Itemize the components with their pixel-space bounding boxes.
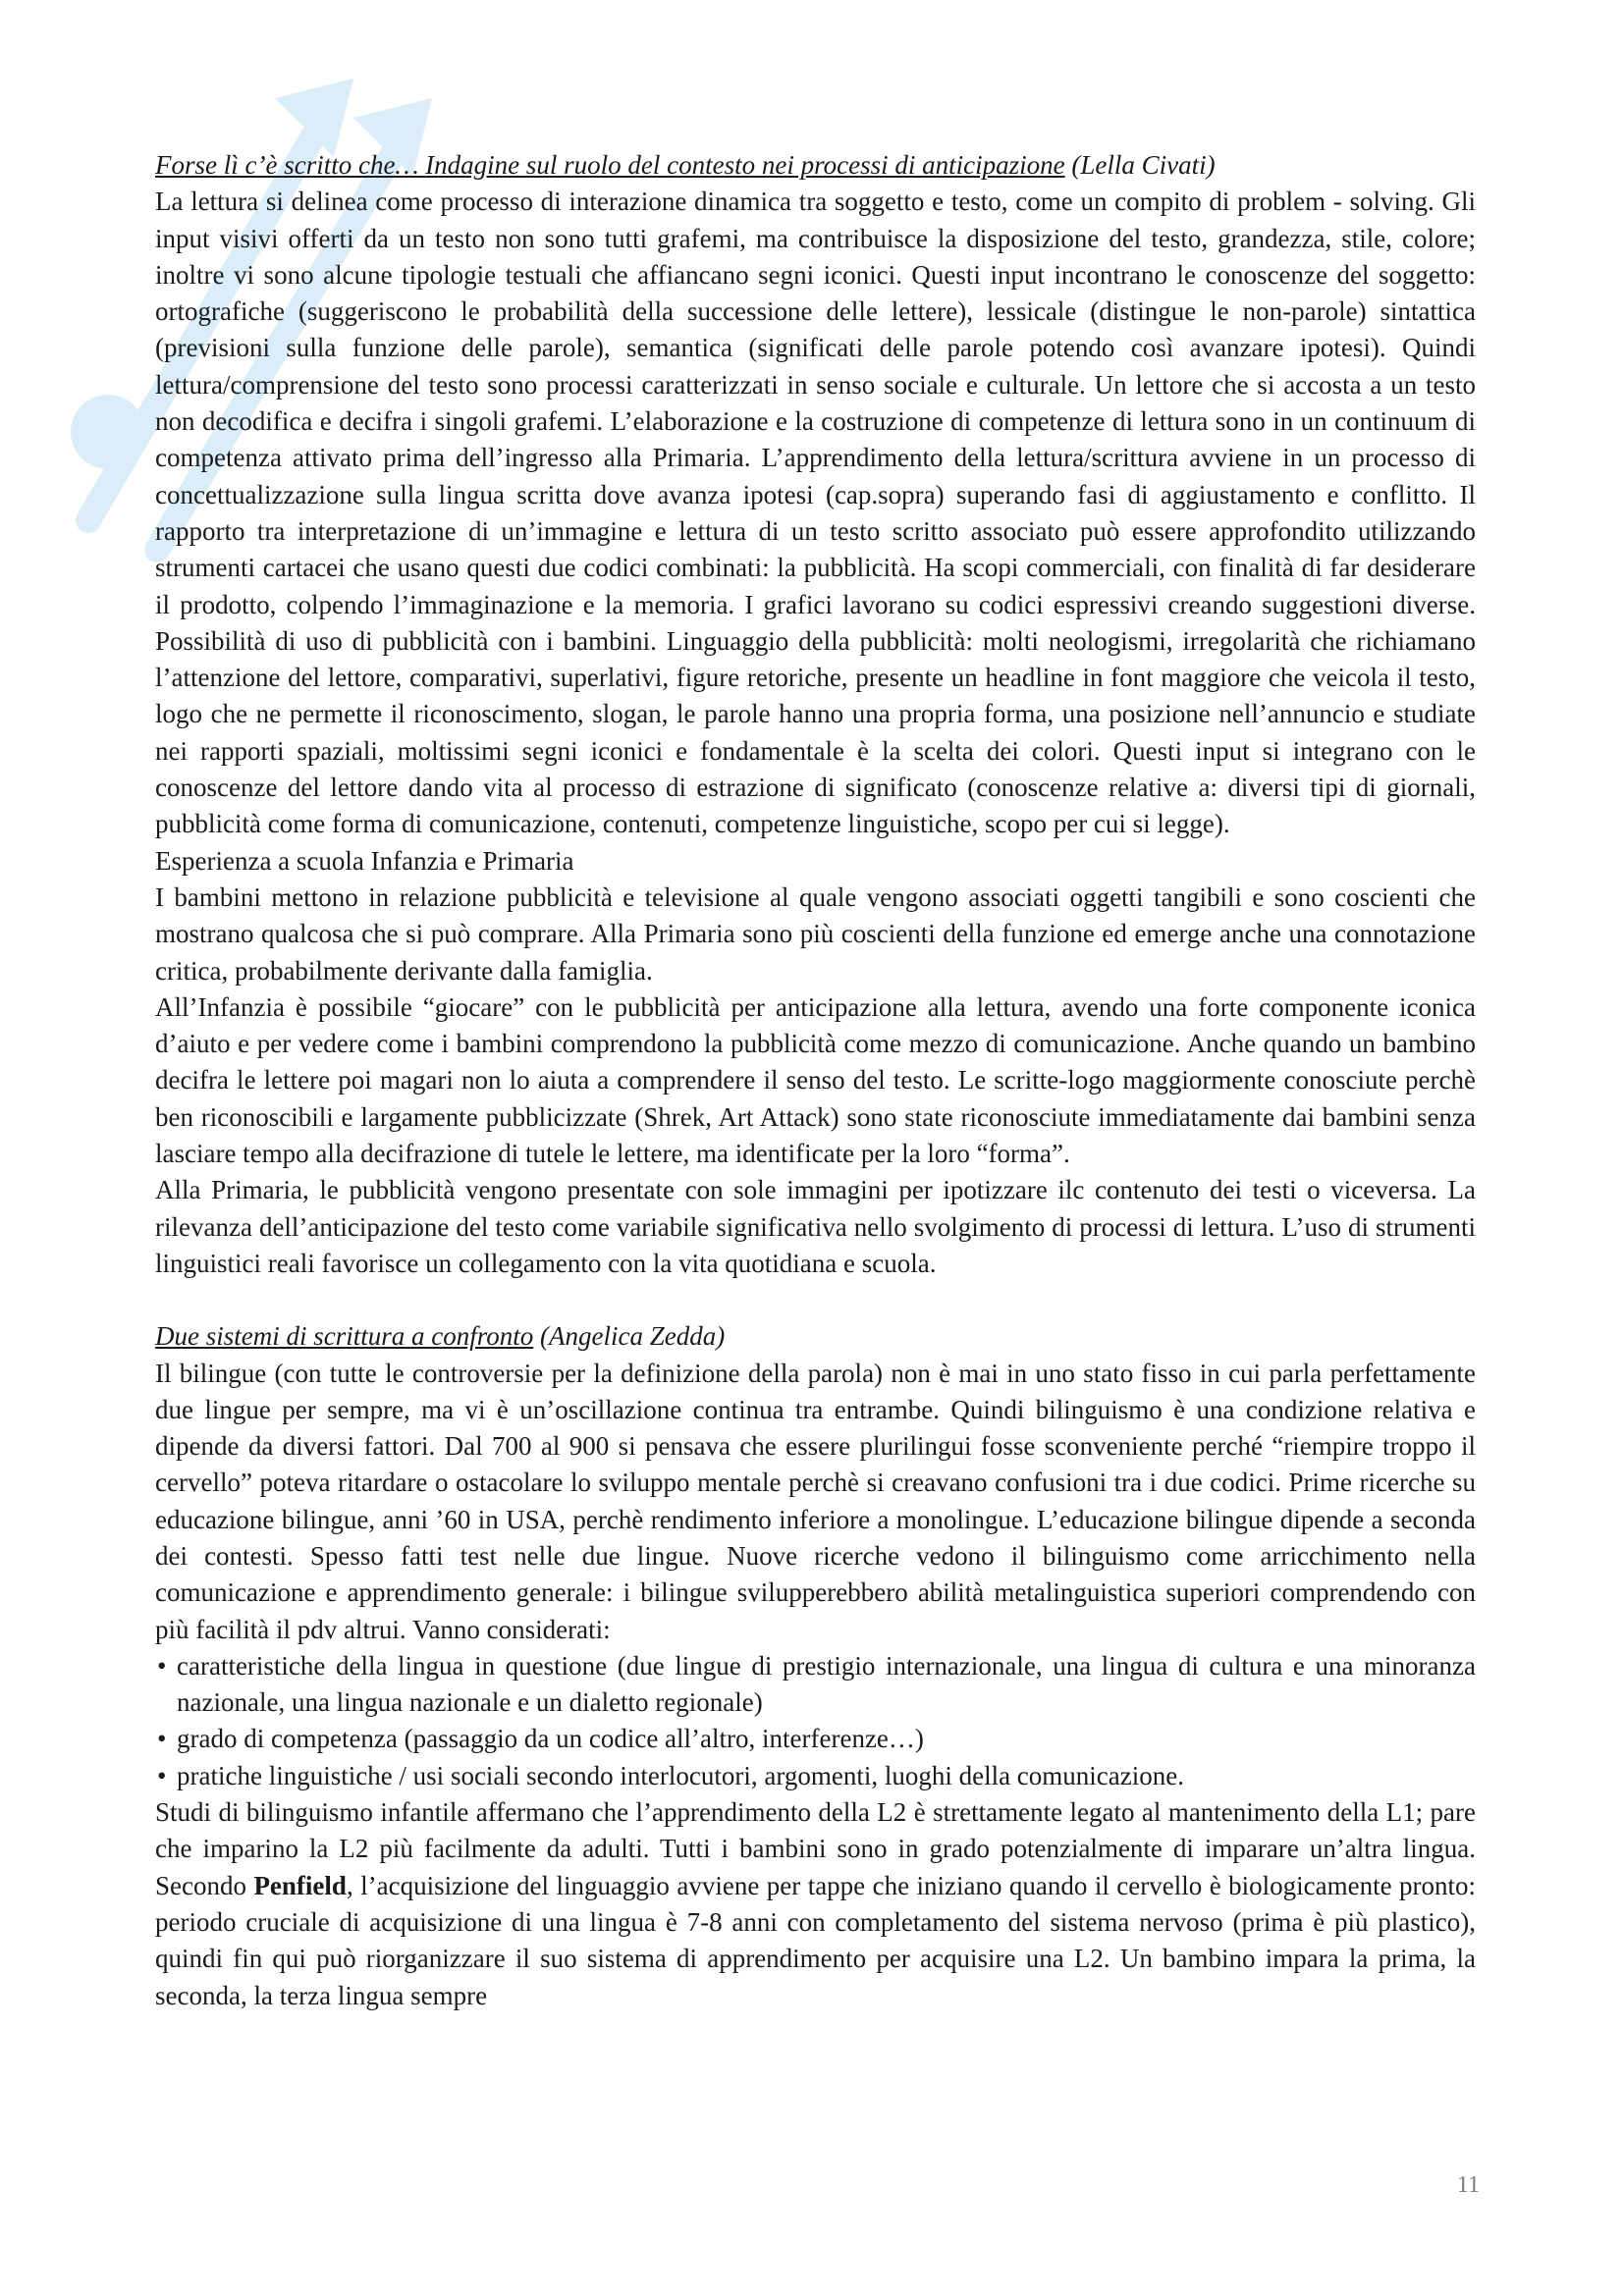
bold-name: Penfield bbox=[253, 1870, 347, 1900]
bullet-list bbox=[155, 1648, 1476, 1794]
section-heading bbox=[155, 147, 1476, 184]
paragraph: I bambini mettono in relazione pubblicità e televisione al quale vengono associati oggetti tangibili e sono coscienti che mostrano qualcosa che si può comprare. Alla Primaria sono più coscienti della funzione ed emerge anche una connotazione critica, probabilmente derivante dalla famiglia. bbox=[155, 881, 1476, 986]
document-body bbox=[155, 147, 1476, 2014]
paragraph: Alla Primaria, le pubblicità vengono presentate con sole immagini per ipotizzare ilc contenuto dei testi o viceversa. La rilevanza dell’anticipazione del testo come variabile significativa nello svolgimento di processi di lettura. L’uso di strumenti linguistici reali favorisce un collegamento con la vita quotidiana e scuola. bbox=[155, 1175, 1476, 1278]
list-item: • caratteristiche della lingua in questione (due lingue di prestigio internazionale, una lingua di cultura e una minoranza nazionale, una lingua nazionale e un dialetto regionale) bbox=[155, 1648, 1476, 1722]
list-item: • grado di competenza (passaggio da un codice all’altro, interferenze…) bbox=[155, 1721, 1476, 1757]
spacer bbox=[155, 1282, 1476, 1318]
page-number: 11 bbox=[1456, 2172, 1480, 2198]
paragraph: Il bilingue (con tutte le controversie per la definizione della parola) non è mai in uno stato fisso in cui parla perfettamente due lingue per sempre, ma vi è un’oscillazione continua tra entrambe. Quindi bilinguismo è una condizione relativa e dipende da diversi fattori. Dal 700 al 900 si pensava che essere plurilingui fosse sconveniente perché “riempire troppo il cervello” poteva ritardare o ostacolare lo sviluppo mentale perchè si creavano confusioni tra i due codici. Prime ricerche su educazione bilingue, anni ’60 in USA, perchè rendimento inferiore a monolingue. L’educazione bilingue dipende a seconda dei contesti. Spesso fatti test nelle due lingue. Nuove ricerche vedono il bilinguismo come arricchimento nella comunicazione e apprendimento generale: i bilingue svilupperebbero abilità metalinguistica superiori comprendendo con più facilità il pdv altrui. Vanno considerati: bbox=[155, 1358, 1476, 1644]
paragraph bbox=[155, 1794, 1476, 2014]
section-author: (Lella Civati) bbox=[1071, 150, 1216, 180]
section-title: Forse lì c’è scritto che… Indagine sul ruolo del contesto nei processi di anticipazione bbox=[155, 150, 1065, 180]
section-author: (Angelica Zedda) bbox=[540, 1321, 726, 1352]
section-title: Due sistemi di scrittura a confronto bbox=[155, 1321, 534, 1352]
list-item: • pratiche linguistiche / usi sociali secondo interlocutori, argomenti, luoghi della comunicazione. bbox=[155, 1758, 1476, 1794]
section-heading bbox=[155, 1318, 1476, 1355]
paragraph-text: Studi di bilinguismo infantile affermano che l’apprendimento della L2 è strettamente legato al mantenimento della L1; pare che imparino la L2 più facilmente da adulti. Tutti i bambini sono in grado potenzialmente di imparare un’altra lingua. Secondo bbox=[155, 1797, 1476, 1900]
paragraph: La lettura si delinea come processo di interazione dinamica tra soggetto e testo, come un compito di problem - solving. Gli input visivi offerti da un testo non sono tutti grafemi, ma contribuisce la disposizione del testo, grandezza, stile, colore; inoltre vi sono alcune tipologie testuali che affiancano segni iconici. Questi input incontrano le conoscenze del soggetto: ortografiche (suggeriscono le probabilità della successione delle lettere), lessicale (distingue le non-parole) sintattica (previsioni sulla funzione delle parole), semantica (significati delle parole potendo così avanzare ipotesi). Quindi lettura/comprensione del testo sono processi caratterizzati in senso sociale e culturale. Un lettore che si accosta a un testo non decodifica e decifra i singoli grafemi. L’elaborazione e la costruzione di competenze di lettura sono in un continuum di competenza attivato prima dell’ingresso alla Primaria. L’apprendimento della lettura/scrittura avviene in un processo di concettualizzazione sulla lingua scritta dove avanza ipotesi (cap.sopra) superando fasi di aggiustamento e conflitto. Il rapporto tra interpretazione di un’immagine e lettura di un testo scritto associato può essere approfondito utilizzando strumenti cartacei che usano questi due codici combinati: la pubblicità. Ha scopi commerciali, con finalità di far desiderare il prodotto, colpendo l’immaginazione e la memoria. I grafici lavorano su codici espressivi creando suggestioni diverse. Possibilità di uso di pubblicità con i bambini. Linguaggio della pubblicità: molti neologismi, irregolarità che richiamano l’attenzione del lettore, comparativi, superlativi, figure retoriche, presente un headline in font maggiore che veicola il testo, logo che ne permette il riconoscimento, slogan, le parole hanno una propria forma, una posizione nell’annuncio e studiate nei rapporti spaziali, moltissimi segni iconici e fondamentale è la scelta dei colori. Questi input si integrano con le conoscenze del lettore dando vita al processo di estrazione di significato (conoscenze relative a: diversi tipi di giornali, pubblicità come forma di comunicazione, contenuti, competenze linguistiche, scopo per cui si legge). bbox=[155, 187, 1476, 839]
paragraph: All’Infanzia è possibile “giocare” con le pubblicità per anticipazione alla lettura, avendo una forte componente iconica d’aiuto e per vedere come i bambini comprendono la pubblicità come mezzo di comunicazione. Anche quando un bambino decifra le lettere poi magari non lo aiuta a comprendere il senso del testo. Le scritte-logo maggiormente conosciute perchè ben riconoscibili e largamente pubblicizzate (Shrek, Art Attack) sono state riconosciute immediatamente dai bambini senza lasciare tempo alla decifrazione di tutele le lettere, ma identificate per la loro “forma”. bbox=[155, 991, 1476, 1169]
subheading: Esperienza a scuola Infanzia e Primaria bbox=[155, 845, 574, 876]
paragraph-text: , l’acquisizione del linguaggio avviene per tappe che iniziano quando il cervello è biologicamente pronto: periodo cruciale di acquisizione di una lingua è 7-8 anni con completamento del sistema nervoso (prima è più plastico), quindi fin qui può riorganizzare il suo sistema di apprendimento per acquisire una L2. Un bambino impara la prima, la seconda, la terza lingua sempre bbox=[155, 1870, 1477, 2010]
